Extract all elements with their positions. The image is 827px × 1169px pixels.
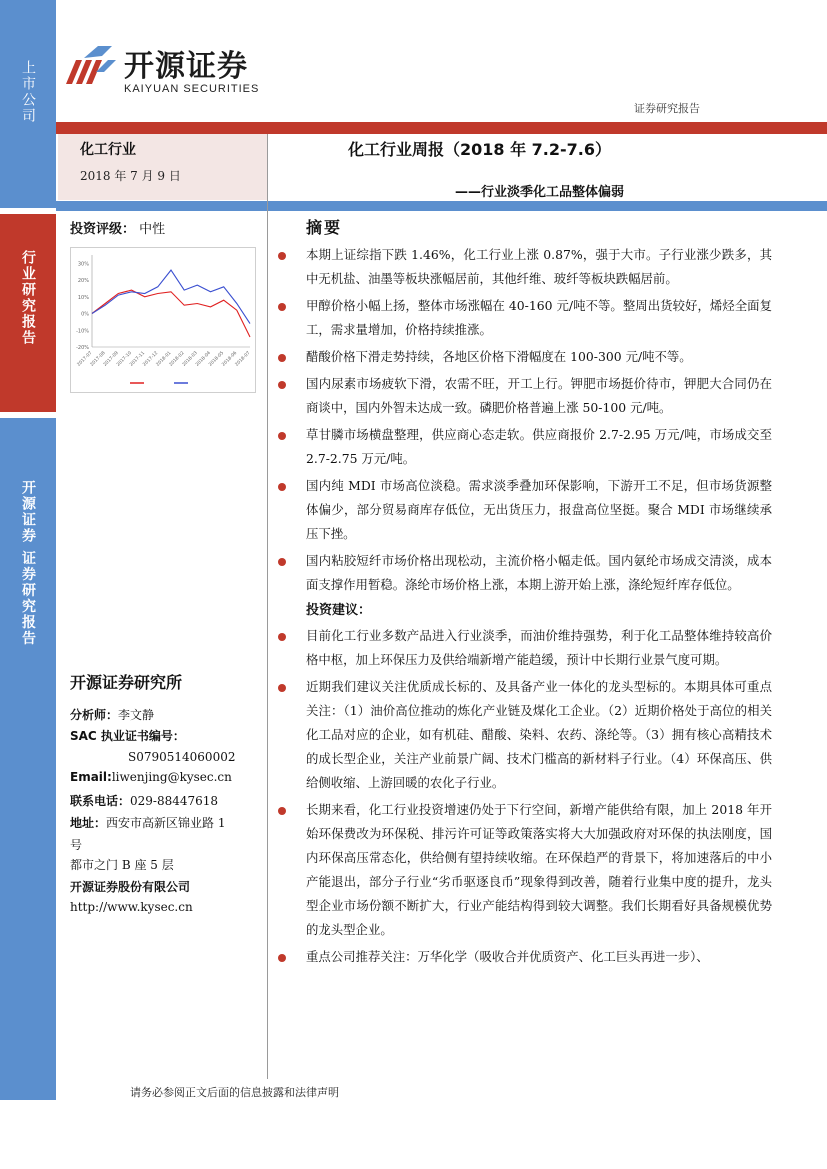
address-value-1: 西安市高新区锦业路 1 [106, 816, 226, 830]
summary-bullet-text: 本期上证综指下跌 1.46%，化工行业上涨 0.87%，强于大市。子行业涨少跌多，其中无机盐、油墨等板块涨幅居前，其他纤维、玻纤等板块跌幅居前。 [306, 247, 772, 286]
company-line [70, 878, 190, 895]
summary-bullet-text: 醋酸价格下滑走势持续，各地区价格下滑幅度在 100-300 元/吨不等。 [306, 349, 692, 364]
chart-x-tick-label: 2017-09 [102, 350, 120, 368]
chart-x-tick-label: 2018-02 [168, 350, 186, 368]
bullet-dot-icon [278, 381, 286, 389]
report-date: 2018 年 7 月 9 日 [80, 169, 181, 183]
advice-bullet-text: 目前化工行业多数产品进入行业淡季，而油价维持强势，利于化工品整体维持较高价格中枢，加上环保压力及供给端新增产能趋缓，预计中长期行业景气度可期。 [306, 628, 772, 667]
bullet-dot-icon [278, 684, 286, 692]
summary-bullet-text: 草甘膦市场横盘整理，供应商心态走软。供应商报价 2.7-2.95 万元/吨，市场成交至 2.7-2.75 万元/吨。 [306, 427, 772, 466]
chart-x-tick-label: 2018-06 [221, 350, 239, 368]
email-value[interactable]: liwenjing@kysec.cn [111, 770, 232, 784]
chart-y-tick-label: -20% [76, 345, 89, 351]
summary-bullet-text: 国内纯 MDI 市场高位淡稳。需求淡季叠加环保影响，下游开工不足，但市场货源整体偏少，部分贸易商库存低位，无出货压力，报盘高位坚挺。聚合 MDI 市场继续承压下挫。 [306, 478, 772, 541]
summary-bullet [278, 474, 772, 546]
email-line [70, 770, 232, 784]
bullet-dot-icon [278, 432, 286, 440]
sac-label: SAC 执业证书编号： [70, 729, 185, 743]
side-band-mid-label: 行业研究报告 [20, 250, 36, 346]
analyst-line [70, 706, 154, 723]
side-band-bottom [0, 418, 56, 1100]
rating-label: 投资评级： [70, 222, 136, 237]
chart-y-tick-label: 10% [77, 294, 89, 301]
column-divider [267, 134, 268, 1079]
chart-x-tick-label: 2018-05 [208, 350, 226, 368]
performance-chart [70, 247, 256, 393]
summary-bullet-text: 甲醇价格小幅上扬，整体市场涨幅在 40-160 元/吨不等。整周出货较好，烯烃全面复工，需求量增加，价格持续推涨。 [306, 298, 772, 337]
summary-bullet-text: 国内粘胶短纤市场价格出现松动，主流价格小幅走低。国内氨纶市场成交清淡，成本面支撑作用暂稳。涤纶市场价格上涨，本期上游开始上涨，涤纶短纤库存低位。 [306, 553, 772, 592]
report-subtitle: ——行业淡季化工品整体偏弱 [455, 185, 625, 200]
phone-label: 联系电话： [70, 794, 131, 808]
website-link[interactable]: http://www.kysec.cn [70, 900, 193, 914]
logo-mark-icon [62, 40, 118, 96]
advice-bullet [278, 624, 772, 672]
bullet-dot-icon [278, 303, 286, 311]
chart-x-tick-label: 2018-03 [181, 350, 199, 368]
analyst-label: 分析师： [70, 708, 119, 722]
advice-bullet [278, 798, 772, 942]
summary-bullet [278, 372, 772, 420]
bullet-dot-icon [278, 252, 286, 260]
chart-x-tick-label: 2017-10 [116, 350, 133, 368]
address-line-2: 号 [70, 838, 83, 852]
chart-y-tick-label: 0% [81, 311, 89, 318]
advice-heading: 投资建议： [306, 603, 372, 618]
company-name: 开源证券股份有限公司 [70, 880, 191, 894]
bullet-dot-icon [278, 354, 286, 362]
chart-y-tick-label: 20% [77, 278, 89, 285]
email-label: Email: [70, 770, 112, 784]
address-line-3: 都市之门 B 座 5 层 [70, 858, 174, 872]
chart-y-tick-label: 30% [77, 261, 89, 268]
advice-bullet-text: 近期我们建议关注优质成长标的、及具备产业一体化的龙头型标的。本期具体可重点关注：（1）油价高位推动的炼化产业链及煤化工企业。（2）近期价格处于高位的相关化工品对应的企业，如有机硅、醋酸、染料、农药、涤纶等。（3）拥有核心高精技术的成长型企业，关注产业前景广阔、技术门槛高的新材料子行业。（4）环保高压、供给侧收缩、上游回暖的农化子行业。 [306, 679, 772, 790]
investment-rating [70, 218, 165, 237]
disclaimer: 请务必参阅正文后面的信息披露和法律声明 [130, 1086, 339, 1099]
institute-name: 开源证券研究所 [70, 673, 183, 692]
advice-bullet [278, 675, 772, 795]
summary-bullet [278, 294, 772, 342]
side-band [0, 0, 56, 1100]
bullet-dot-icon [278, 558, 286, 566]
summary-title: 摘要 [306, 218, 343, 237]
sac-number: S0790514060002 [128, 750, 236, 764]
phone-value: 029-88447618 [130, 794, 219, 808]
side-band-mid [0, 214, 56, 412]
summary-body [278, 243, 772, 972]
side-band-top [0, 0, 56, 208]
rating-value: 中性 [139, 222, 166, 237]
header-blue-rule [56, 201, 827, 211]
chart-x-tick-label: 2017-11 [129, 350, 147, 368]
chart-frame [70, 247, 256, 393]
address-label: 地址： [70, 816, 107, 830]
header-red-rule [56, 122, 827, 134]
logo-en-name: KAIYUAN SECURITIES [124, 83, 260, 95]
chart-x-tick-label: 2018-04 [195, 350, 212, 368]
company-logo [62, 40, 259, 96]
report-type-label: 证券研究报告 [634, 102, 700, 115]
chart-x-tick-label: 2018-01 [155, 350, 173, 368]
sac-line [70, 727, 185, 744]
summary-bullet [278, 423, 772, 471]
bullet-dot-icon [278, 483, 286, 491]
bullet-dot-icon [278, 633, 286, 641]
bullet-dot-icon [278, 954, 286, 962]
chart-y-tick-label: -10% [76, 328, 89, 335]
industry-label: 化工行业 [80, 142, 136, 158]
advice-bullet [278, 945, 772, 969]
analyst-name: 李文静 [118, 708, 155, 722]
bullet-dot-icon [278, 807, 286, 815]
report-title: 化工行业周报（2018 年 7.2-7.6） [348, 140, 612, 159]
chart-x-tick-label: 2017-12 [142, 350, 160, 368]
advice-bullet-text: 长期来看，化工行业投资增速仍处于下行空间，新增产能供给有限，加上 2018 年开始环保费改为环保税、排污许可证等政策落实将大大加强政府对环保的执法刚度，国内环保高压常态化，供给侧有望持续收缩。在环保趋严的背景下，将加速落后的中小产能退出，部分子行业“劣币驱逐良币”现象得到改善，随着行业集中度的提升，龙头型企业市场份额不断扩大，行业产能结构得到较大调整。我们长期看好具备规模优势的龙头型企业。 [306, 802, 772, 937]
advice-bullet-text: 重点公司推荐关注：万华化学（吸收合并优质资产、化工巨头再进一步）、 [306, 949, 709, 964]
address-line [70, 814, 225, 831]
phone-line [70, 792, 218, 809]
chart-x-tick-label: 2018-07 [234, 350, 252, 368]
side-band-top-label: 上市公司 [20, 60, 36, 124]
chart-x-tick-label: 2017-07 [76, 350, 94, 368]
side-band-bottom-label: 开源证券 证券研究报告 [20, 480, 36, 647]
summary-bullet [278, 243, 772, 291]
summary-bullet-text: 国内尿素市场疲软下滑，农需不旺，开工上行。钾肥市场挺价待市，钾肥大合同仍在商谈中，国内外智未达成一致。磷肥价格普遍上涨 50-100 元/吨。 [306, 376, 772, 415]
summary-bullet [278, 549, 772, 597]
chart-x-tick-label: 2017-08 [89, 350, 107, 368]
summary-bullet [278, 345, 772, 369]
logo-cn-name: 开源证券 [124, 49, 248, 84]
